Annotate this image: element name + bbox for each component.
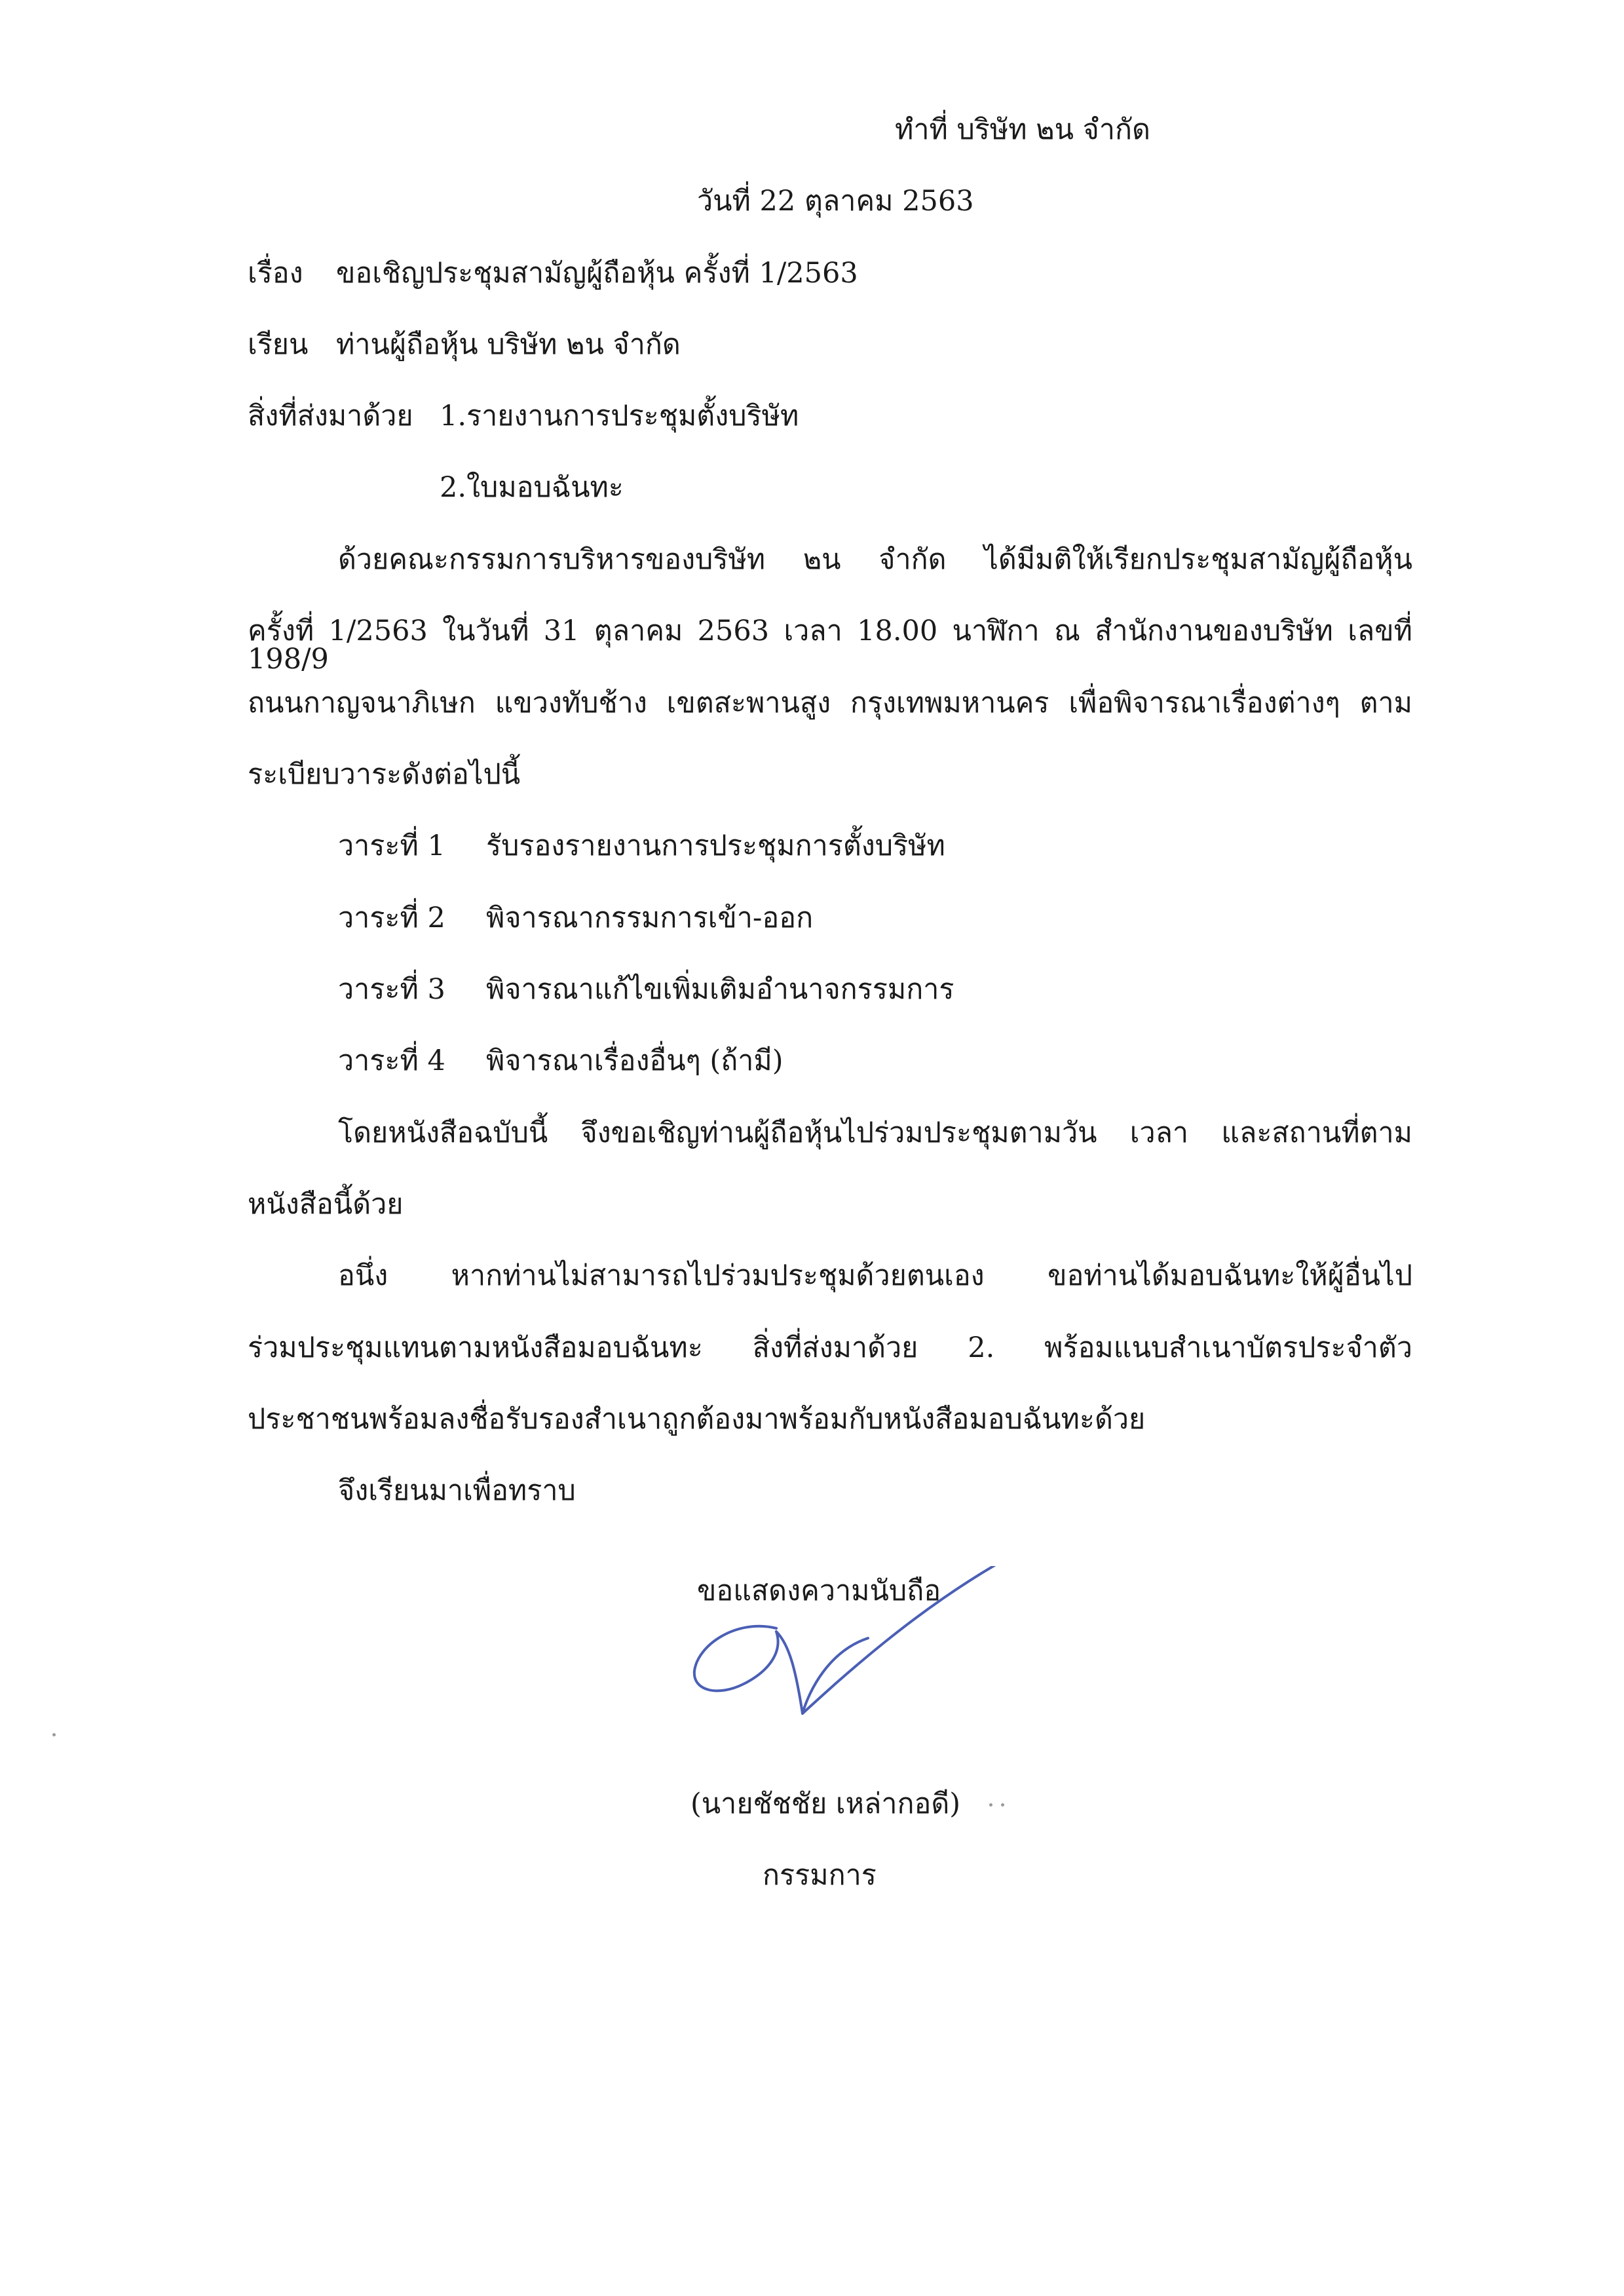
- complimentary-close: ขอแสดงความนับถือ: [697, 1575, 941, 1607]
- enclosures-line: [248, 402, 799, 430]
- paragraph-3-line-3: ประชาชนพร้อมลงชื่อรับรองสำเนาถูกต้องมาพร้อมกับหนังสือมอบฉันทะด้วย: [248, 1403, 1146, 1436]
- agenda-label: วาระที่ 4: [338, 1044, 445, 1077]
- paragraph-1-line-1: ด้วยคณะกรรมการบริหารของบริษัท ๒น จำกัด ได้มีมติให้เรียกประชุมสามัญผู้ถือหุ้น: [338, 543, 1412, 576]
- agenda-item: [338, 832, 945, 860]
- agenda-item: [338, 904, 813, 932]
- agenda-item: [338, 973, 954, 1006]
- letter-origin: ทำที่ บริษัท ๒น จำกัด: [895, 113, 1150, 146]
- scan-speck: [1001, 1803, 1004, 1807]
- signature-stroke: [694, 1626, 778, 1691]
- subject-label: เรื่อง: [248, 257, 303, 290]
- recipient-label: เรียน: [248, 328, 309, 361]
- agenda-label: วาระที่ 3: [338, 973, 445, 1006]
- signer-name: (นายชัชชัย เหล่ากอดี): [690, 1788, 961, 1820]
- agenda-item: [338, 1044, 784, 1077]
- subject-line: [248, 259, 858, 288]
- agenda-text: พิจารณากรรมการเข้า-ออก: [486, 902, 814, 934]
- closing-line: จึงเรียนมาเพื่อทราบ: [338, 1474, 576, 1507]
- signature-stroke: [803, 1566, 999, 1713]
- paragraph-3-line-1: อนึ่ง หากท่านไม่สามารถไปร่วมประชุมด้วยตนเอง ขอท่านได้มอบฉันทะให้ผู้อื่นไป: [338, 1259, 1412, 1292]
- paragraph-3-line-2: ร่วมประชุมแทนตามหนังสือมอบฉันทะ สิ่งที่ส่งมาด้วย 2. พร้อมแนบสำเนาบัตรประจำตัว: [248, 1331, 1412, 1364]
- paragraph-1-line-2: ครั้งที่ 1/2563 ในวันที่ 31 ตุลาคม 2563 เวลา 18.00 นาฬิกา ณ สำนักงานของบริษัท เลขที่ 198/9: [248, 615, 1412, 676]
- scan-speck: [52, 1733, 56, 1736]
- agenda-text: รับรองรายงานการประชุมการตั้งบริษัท: [486, 830, 945, 862]
- enclosures-label: สิ่งที่ส่งมาด้วย: [248, 400, 413, 432]
- subject-text: ขอเชิญประชุมสามัญผู้ถือหุ้น ครั้งที่ 1/2563: [336, 257, 858, 290]
- enclosure-item-2: 2.ใบมอบฉันทะ: [440, 471, 624, 504]
- signer-title: กรรมการ: [763, 1859, 877, 1892]
- agenda-label: วาระที่ 1: [338, 830, 445, 862]
- paragraph-2-line-1: โดยหนังสือฉบับนี้ จึงขอเชิญท่านผู้ถือหุ้นไปร่วมประชุมตามวัน เวลา และสถานที่ตาม: [338, 1117, 1412, 1149]
- recipient-line: [248, 328, 681, 361]
- paragraph-2-line-2: หนังสือนี้ด้วย: [248, 1188, 404, 1221]
- recipient-text: ท่านผู้ถือหุ้น บริษัท ๒น จำกัด: [336, 328, 681, 361]
- handwritten-signature: [678, 1566, 1019, 1743]
- paragraph-1-line-4: ระเบียบวาระดังต่อไปนี้: [248, 758, 521, 791]
- agenda-text: พิจารณาแก้ไขเพิ่มเติมอำนาจกรรมการ: [486, 973, 954, 1006]
- agenda-label: วาระที่ 2: [338, 902, 445, 934]
- agenda-text: พิจารณาเรื่องอื่นๆ (ถ้ามี): [486, 1044, 784, 1077]
- signature-stroke: [776, 1632, 868, 1713]
- scan-speck: [989, 1803, 992, 1807]
- enclosure-item-1: 1.รายงานการประชุมตั้งบริษัท: [440, 400, 799, 432]
- letter-date: วันที่ 22 ตุลาคม 2563: [697, 185, 974, 218]
- paragraph-1-line-3: ถนนกาญจนาภิเษก แขวงทับช้าง เขตสะพานสูง กรุงเทพมหานคร เพื่อพิจารณาเรื่องต่างๆ ตาม: [248, 687, 1412, 719]
